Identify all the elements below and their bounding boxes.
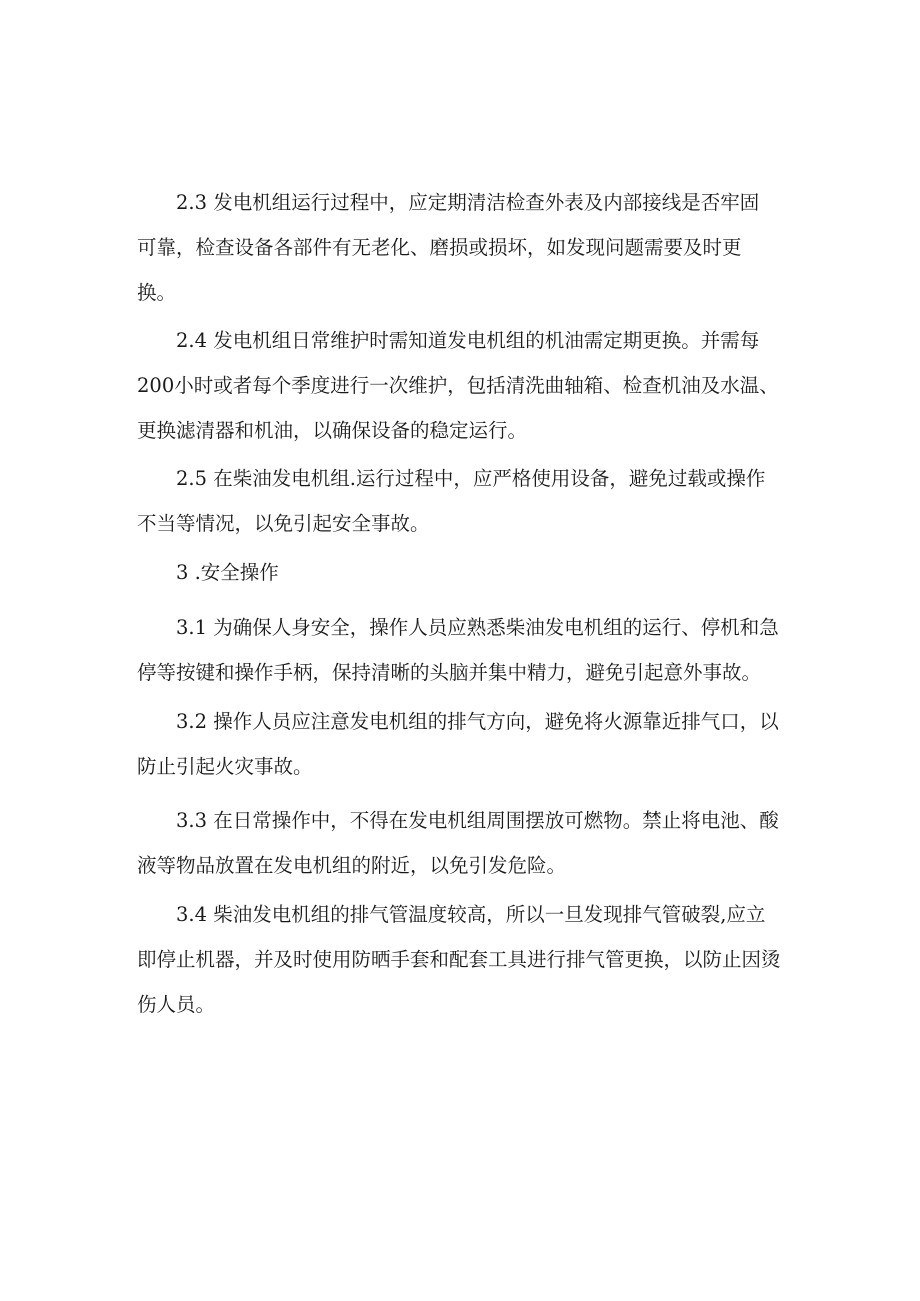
paragraph-3-3-line-1: 3.3 在日常操作中，不得在发电机组周围摆放可燃物。禁止将电池、酸: [176, 809, 779, 832]
paragraph-2-3-line-3: 换。: [137, 281, 177, 304]
paragraph-3-4-line-2: 即停止机器，并及时使用防晒手套和配套工具进行排气管更换，以防止因烫: [137, 948, 781, 971]
paragraph-2-4-line-1: 2.4 发电机组日常维护时需知道发电机组的机油需定期更换。并需每: [176, 329, 760, 352]
paragraph-3-4-line-1: 3.4 柴油发电机组的排气管温度较高，所以一旦发现排气管破裂,应立: [176, 903, 766, 926]
paragraph-2-5-line-1: 2.5 在柴油发电机组.运行过程中，应严格使用设备，避免过载或操作: [176, 467, 766, 490]
paragraph-3-3-line-2: 液等物品放置在发电机组的附近，以免引发危险。: [137, 854, 567, 877]
paragraph-2-5-line-2: 不当等情况，以免引起安全事故。: [137, 512, 430, 535]
paragraph-3-2-line-2: 防止引起火灾事故。: [137, 755, 313, 778]
paragraph-2-4-line-2: 200小时或者每个季度进行一次维护，包括清洗曲轴箱、检查机油及水温、: [137, 374, 779, 397]
paragraph-2-3-line-1: 2.3 发电机组运行过程中，应定期清洁检查外表及内部接线是否牢固: [176, 191, 760, 214]
paragraph-3-4-line-3: 伤人员。: [137, 993, 216, 1016]
section-3-heading: 3 .安全操作: [176, 561, 279, 584]
paragraph-3-1-line-1: 3.1 为确保人身安全，操作人员应熟悉柴油发电机组的运行、停机和急: [176, 616, 779, 639]
paragraph-3-2-line-1: 3.2 操作人员应注意发电机组的排气方向，避免将火源靠近排气口，以: [176, 710, 779, 733]
paragraph-2-3-line-2: 可靠，检查设备各部件有无老化、磨损或损坏，如发现问题需要及时更: [137, 236, 742, 259]
paragraph-2-4-line-3: 更换滤清器和机油，以确保设备的稳定运行。: [137, 419, 528, 442]
paragraph-3-1-line-2: 停等按键和操作手柄，保持清晰的头脑并集中精力，避免引起意外事故。: [137, 661, 762, 684]
